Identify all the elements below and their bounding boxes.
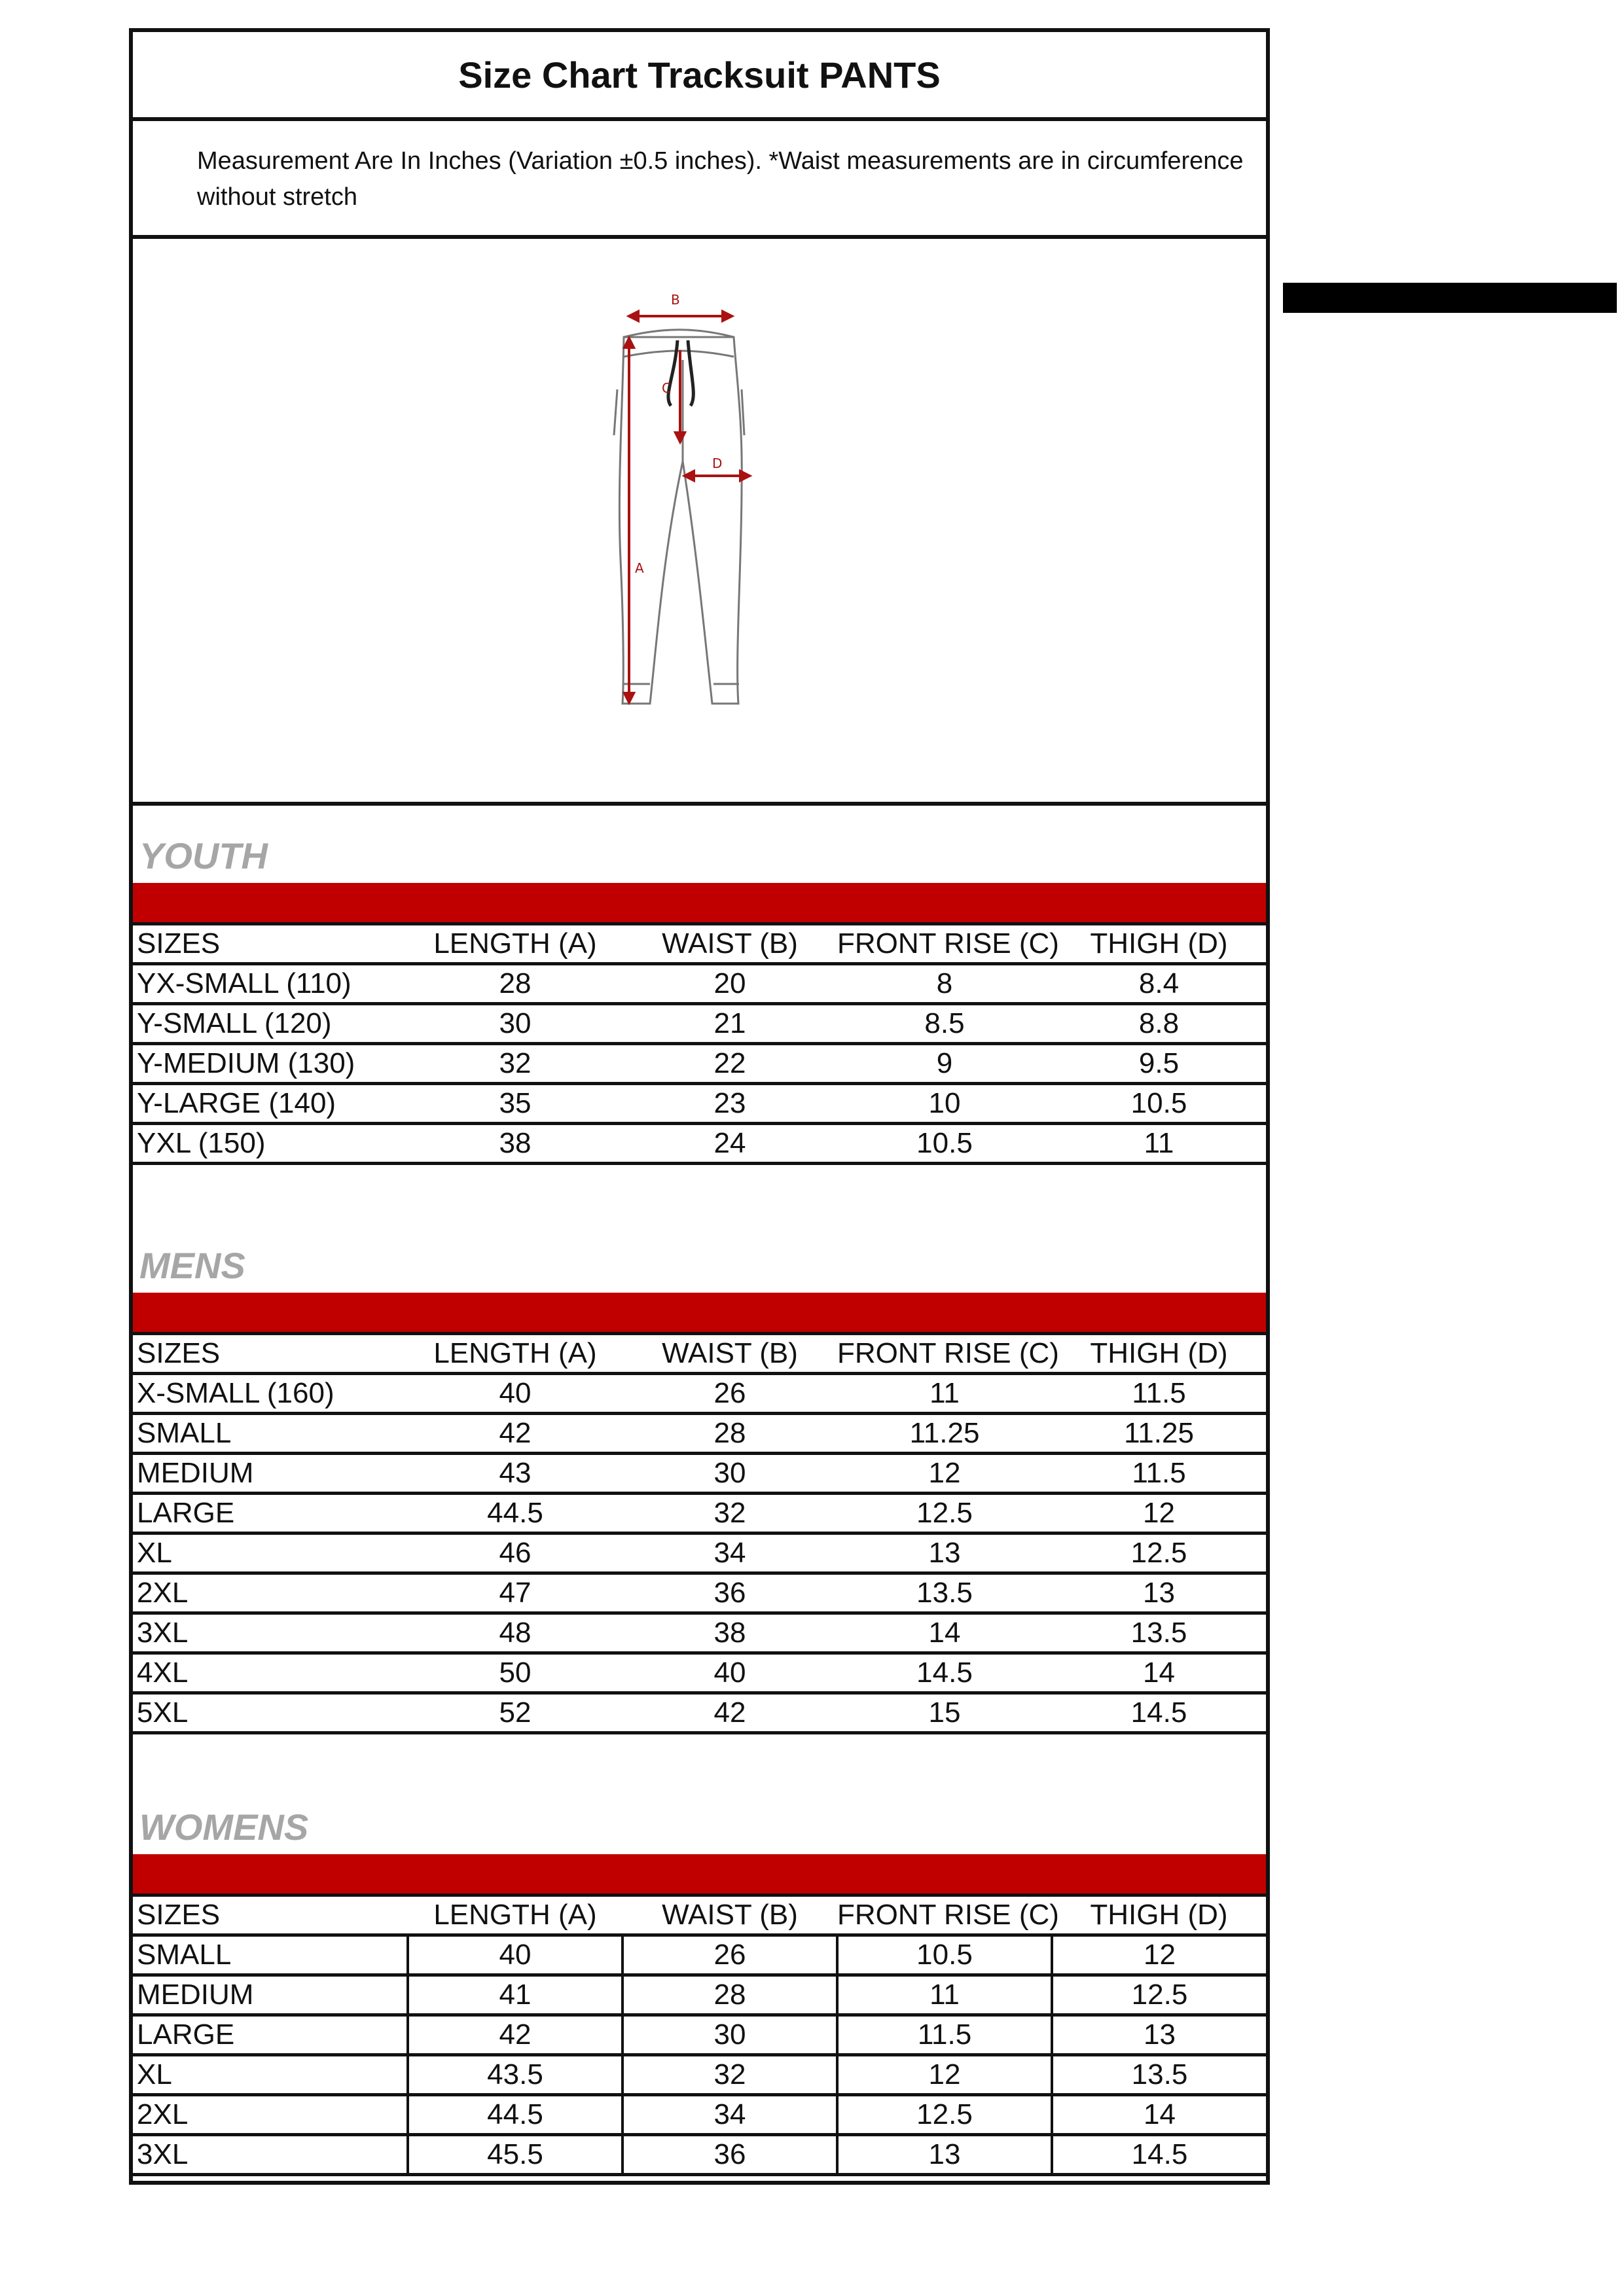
thigh-cell: 11	[1052, 1124, 1266, 1164]
measurement-note: Measurement Are In Inches (Variation ±0.5 inches). *Waist measurements are in circumference without stretch	[197, 147, 1244, 211]
size-cell: Y-LARGE (140)	[133, 1084, 408, 1124]
section-bar-womens	[133, 1854, 1266, 1893]
front-rise-cell: 13.5	[837, 1573, 1052, 1613]
table-row	[133, 1653, 1266, 1693]
section-bar-youth	[133, 883, 1266, 922]
table-row	[133, 1534, 1266, 1573]
header-length: LENGTH (A)	[408, 924, 623, 964]
length-cell: 38	[408, 1124, 623, 1164]
waist-cell: 34	[623, 1534, 837, 1573]
size-cell: Y-SMALL (120)	[133, 1004, 408, 1044]
length-cell: 40	[408, 1374, 623, 1414]
waist-cell: 28	[623, 1414, 837, 1454]
length-cell: 43	[408, 1454, 623, 1494]
header-sizes: SIZES	[133, 1895, 408, 1935]
table-row	[133, 1494, 1266, 1534]
pants-diagram	[526, 278, 866, 749]
size-cell: XL	[133, 1534, 408, 1573]
size-chart-sheet	[129, 28, 1270, 2185]
front-rise-cell: 15	[837, 1693, 1052, 1733]
thigh-cell: 11.25	[1052, 1414, 1266, 1454]
header-front-rise: FRONT RISE (C)	[837, 924, 1052, 964]
size-cell: 2XL	[133, 2095, 408, 2135]
table-row	[133, 1374, 1266, 1414]
size-cell: XL	[133, 2055, 408, 2095]
front-rise-cell: 14.5	[837, 1653, 1052, 1693]
header-waist: WAIST (B)	[623, 1895, 837, 1935]
size-cell: SMALL	[133, 1935, 408, 1975]
waist-cell: 20	[623, 964, 837, 1004]
thigh-cell: 14	[1052, 1653, 1266, 1693]
thigh-cell: 13	[1052, 2015, 1266, 2055]
thigh-cell: 14.5	[1052, 1693, 1266, 1733]
youth-table	[133, 922, 1266, 1165]
thigh-cell: 12.5	[1052, 1975, 1266, 2015]
label-a: A	[635, 560, 644, 576]
header-front-rise: FRONT RISE (C)	[837, 1895, 1052, 1935]
size-cell: 2XL	[133, 1573, 408, 1613]
thigh-cell: 12	[1052, 1935, 1266, 1975]
waist-cell: 34	[623, 2095, 837, 2135]
size-cell: LARGE	[133, 1494, 408, 1534]
length-cell: 42	[408, 2015, 623, 2055]
front-rise-cell: 14	[837, 1613, 1052, 1653]
label-b: B	[671, 292, 680, 308]
womens-table	[133, 1893, 1266, 2176]
thigh-cell: 9.5	[1052, 1044, 1266, 1084]
waist-cell: 24	[623, 1124, 837, 1164]
length-cell: 44.5	[408, 1494, 623, 1534]
length-cell: 41	[408, 1975, 623, 2015]
length-cell: 47	[408, 1573, 623, 1613]
section-bar-mens	[133, 1293, 1266, 1332]
thigh-cell: 12.5	[1052, 1534, 1266, 1573]
table-row	[133, 1975, 1266, 2015]
table-row	[133, 1004, 1266, 1044]
header-thigh: THIGH (D)	[1052, 1895, 1266, 1935]
diagram-row	[133, 239, 1266, 806]
front-rise-cell: 11	[837, 1975, 1052, 2015]
length-cell: 50	[408, 1653, 623, 1693]
table-row	[133, 2015, 1266, 2055]
length-cell: 32	[408, 1044, 623, 1084]
front-rise-cell: 8	[837, 964, 1052, 1004]
size-cell: 3XL	[133, 1613, 408, 1653]
size-cell: X-SMALL (160)	[133, 1374, 408, 1414]
size-cell: YXL (150)	[133, 1124, 408, 1164]
front-rise-cell: 12	[837, 1454, 1052, 1494]
front-rise-cell: 10.5	[837, 1124, 1052, 1164]
waist-cell: 28	[623, 1975, 837, 2015]
length-cell: 28	[408, 964, 623, 1004]
header-waist: WAIST (B)	[623, 1334, 837, 1374]
size-cell: YX-SMALL (110)	[133, 964, 408, 1004]
mens-table	[133, 1332, 1266, 1734]
label-c: C	[662, 380, 671, 396]
front-rise-cell: 11.5	[837, 2015, 1052, 2055]
length-cell: 35	[408, 1084, 623, 1124]
waist-cell: 22	[623, 1044, 837, 1084]
size-cell: MEDIUM	[133, 1454, 408, 1494]
thigh-cell: 8.4	[1052, 964, 1266, 1004]
table-row	[133, 1613, 1266, 1653]
redaction-bar	[1283, 283, 1617, 313]
length-cell: 45.5	[408, 2135, 623, 2175]
thigh-cell: 14	[1052, 2095, 1266, 2135]
table-row	[133, 2095, 1266, 2135]
label-d: D	[712, 456, 723, 471]
front-rise-cell: 10.5	[837, 1935, 1052, 1975]
size-cell: 4XL	[133, 1653, 408, 1693]
waist-cell: 23	[623, 1084, 837, 1124]
size-cell: LARGE	[133, 2015, 408, 2055]
table-header-row	[133, 924, 1266, 964]
waist-cell: 40	[623, 1653, 837, 1693]
chart-title: Size Chart Tracksuit PANTS	[458, 54, 941, 96]
waist-cell: 42	[623, 1693, 837, 1733]
front-rise-cell: 11.25	[837, 1414, 1052, 1454]
waist-cell: 26	[623, 1935, 837, 1975]
waist-cell: 21	[623, 1004, 837, 1044]
section-title-youth: YOUTH	[139, 835, 268, 876]
waist-cell: 38	[623, 1613, 837, 1653]
front-rise-cell: 12	[837, 2055, 1052, 2095]
length-cell: 40	[408, 1935, 623, 1975]
table-row	[133, 1573, 1266, 1613]
size-cell: 5XL	[133, 1693, 408, 1733]
header-sizes: SIZES	[133, 1334, 408, 1374]
thigh-cell: 10.5	[1052, 1084, 1266, 1124]
size-cell: Y-MEDIUM (130)	[133, 1044, 408, 1084]
thigh-cell: 8.8	[1052, 1004, 1266, 1044]
length-cell: 44.5	[408, 2095, 623, 2135]
waist-cell: 36	[623, 2135, 837, 2175]
front-rise-cell: 12.5	[837, 2095, 1052, 2135]
front-rise-cell: 11	[837, 1374, 1052, 1414]
front-rise-cell: 9	[837, 1044, 1052, 1084]
waist-cell: 32	[623, 1494, 837, 1534]
front-rise-cell: 8.5	[837, 1004, 1052, 1044]
thigh-cell: 12	[1052, 1494, 1266, 1534]
header-length: LENGTH (A)	[408, 1895, 623, 1935]
length-cell: 48	[408, 1613, 623, 1653]
size-cell: SMALL	[133, 1414, 408, 1454]
table-row	[133, 1044, 1266, 1084]
waist-cell: 36	[623, 1573, 837, 1613]
header-sizes: SIZES	[133, 924, 408, 964]
header-thigh: THIGH (D)	[1052, 1334, 1266, 1374]
section-title-womens: WOMENS	[139, 1806, 309, 1848]
waist-cell: 30	[623, 2015, 837, 2055]
length-cell: 43.5	[408, 2055, 623, 2095]
title-row	[133, 32, 1266, 121]
thigh-cell: 13	[1052, 1573, 1266, 1613]
header-waist: WAIST (B)	[623, 924, 837, 964]
length-cell: 30	[408, 1004, 623, 1044]
table-row	[133, 2055, 1266, 2095]
front-rise-cell: 10	[837, 1084, 1052, 1124]
table-row	[133, 2135, 1266, 2175]
table-row	[133, 1084, 1266, 1124]
table-row	[133, 964, 1266, 1004]
section-title-mens: MENS	[139, 1245, 245, 1286]
length-cell: 52	[408, 1693, 623, 1733]
header-front-rise: FRONT RISE (C)	[837, 1334, 1052, 1374]
thigh-cell: 14.5	[1052, 2135, 1266, 2175]
table-header-row	[133, 1334, 1266, 1374]
length-cell: 46	[408, 1534, 623, 1573]
thigh-cell: 13.5	[1052, 2055, 1266, 2095]
thigh-cell: 11.5	[1052, 1374, 1266, 1414]
front-rise-cell: 13	[837, 1534, 1052, 1573]
front-rise-cell: 12.5	[837, 1494, 1052, 1534]
table-row	[133, 1414, 1266, 1454]
thigh-cell: 13.5	[1052, 1613, 1266, 1653]
length-cell: 42	[408, 1414, 623, 1454]
size-cell: 3XL	[133, 2135, 408, 2175]
table-header-row	[133, 1895, 1266, 1935]
thigh-cell: 11.5	[1052, 1454, 1266, 1494]
table-row	[133, 1454, 1266, 1494]
header-thigh: THIGH (D)	[1052, 924, 1266, 964]
measurement-note-row	[133, 121, 1266, 239]
waist-cell: 30	[623, 1454, 837, 1494]
waist-cell: 26	[623, 1374, 837, 1414]
table-row	[133, 1935, 1266, 1975]
size-cell: MEDIUM	[133, 1975, 408, 2015]
front-rise-cell: 13	[837, 2135, 1052, 2175]
table-row	[133, 1124, 1266, 1164]
waist-cell: 32	[623, 2055, 837, 2095]
table-row	[133, 1693, 1266, 1733]
header-length: LENGTH (A)	[408, 1334, 623, 1374]
